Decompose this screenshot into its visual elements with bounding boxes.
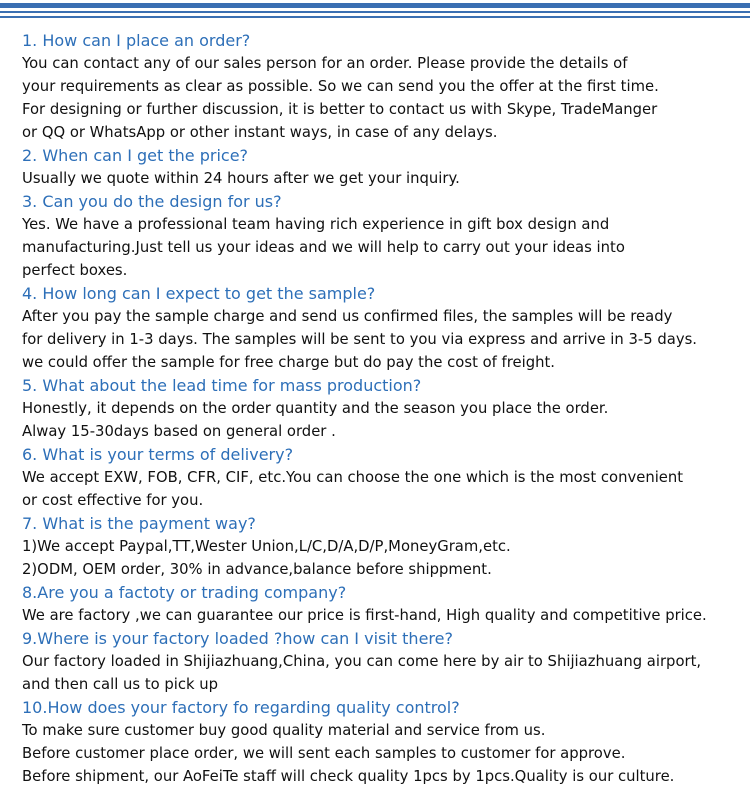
faq-answer-line: Before shipment, our AoFeiTe staff will check quality 1pcs by 1pcs.Quality is our culture. <box>22 768 675 785</box>
faq-answer-line: Alway 15-30days based on general order . <box>22 423 336 440</box>
faq-list <box>22 29 750 788</box>
faq-question: 6. What is your terms of delivery? <box>22 445 294 464</box>
faq-question: 7. What is the payment way? <box>22 514 256 533</box>
header-rule-thin <box>0 16 750 18</box>
faq-answer-line: Honestly, it depends on the order quantity and the season you place the order. <box>22 400 609 417</box>
faq-answer-line: manufacturing.Just tell us your ideas and we will help to carry out your ideas into <box>22 239 625 256</box>
faq-answer-line: perfect boxes. <box>22 262 128 279</box>
faq-answer-line: or QQ or WhatsApp or other instant ways, in case of any delays. <box>22 124 498 141</box>
faq-answer-line: we could offer the sample for free charge but do pay the cost of freight. <box>22 354 555 371</box>
faq-answer-line: After you pay the sample charge and send us confirmed files, the samples will be ready <box>22 308 673 325</box>
faq-question: 2. When can I get the price? <box>22 146 249 165</box>
faq-answer-line: or cost effective for you. <box>22 492 204 509</box>
faq-answer-line: your requirements as clear as possible. So we can send you the offer at the first time. <box>22 78 659 95</box>
faq-answer-line: Usually we quote within 24 hours after we get your inquiry. <box>22 170 460 187</box>
faq-question: 3. Can you do the design for us? <box>22 192 282 211</box>
faq-question: 4. How long can I expect to get the sample? <box>22 284 376 303</box>
faq-question: 8.Are you a factoty or trading company? <box>22 583 347 602</box>
faq-answer-line: for delivery in 1-3 days. The samples will be sent to you via express and arrive in 3-5 days. <box>22 331 697 348</box>
header-rule-thin <box>0 11 750 13</box>
faq-question: 5. What about the lead time for mass production? <box>22 376 422 395</box>
header-rule-thick <box>0 3 750 8</box>
faq-answer-line: We are factory ,we can guarantee our price is first-hand, High quality and competitive price. <box>22 607 707 624</box>
faq-answer-line: We accept EXW, FOB, CFR, CIF, etc.You can choose the one which is the most convenient <box>22 469 684 486</box>
faq-question: 9.Where is your factory loaded ?how can I visit there? <box>22 629 453 648</box>
faq-question: 1. How can I place an order? <box>22 31 251 50</box>
faq-answer-line: You can contact any of our sales person for an order. Please provide the details of <box>22 55 628 72</box>
faq-question: 10.How does your factory fo regarding quality control? <box>22 698 460 717</box>
faq-answer-line: Before customer place order, we will sent each samples to customer for approve. <box>22 745 626 762</box>
faq-answer-line: Yes. We have a professional team having rich experience in gift box design and <box>22 216 610 233</box>
faq-answer-line: 2)ODM, OEM order, 30% in advance,balance before shippment. <box>22 561 492 578</box>
faq-answer-line: 1)We accept Paypal,TT,Wester Union,L/C,D/A,D/P,MoneyGram,etc. <box>22 538 511 555</box>
faq-answer-line: and then call us to pick up <box>22 676 219 693</box>
faq-answer-line: For designing or further discussion, it is better to contact us with Skype, TradeManger <box>22 101 658 118</box>
faq-answer-line: Our factory loaded in Shijiazhuang,China, you can come here by air to Shijiazhuang airport, <box>22 653 702 670</box>
faq-answer-line: To make sure customer buy good quality material and service from us. <box>22 722 546 739</box>
